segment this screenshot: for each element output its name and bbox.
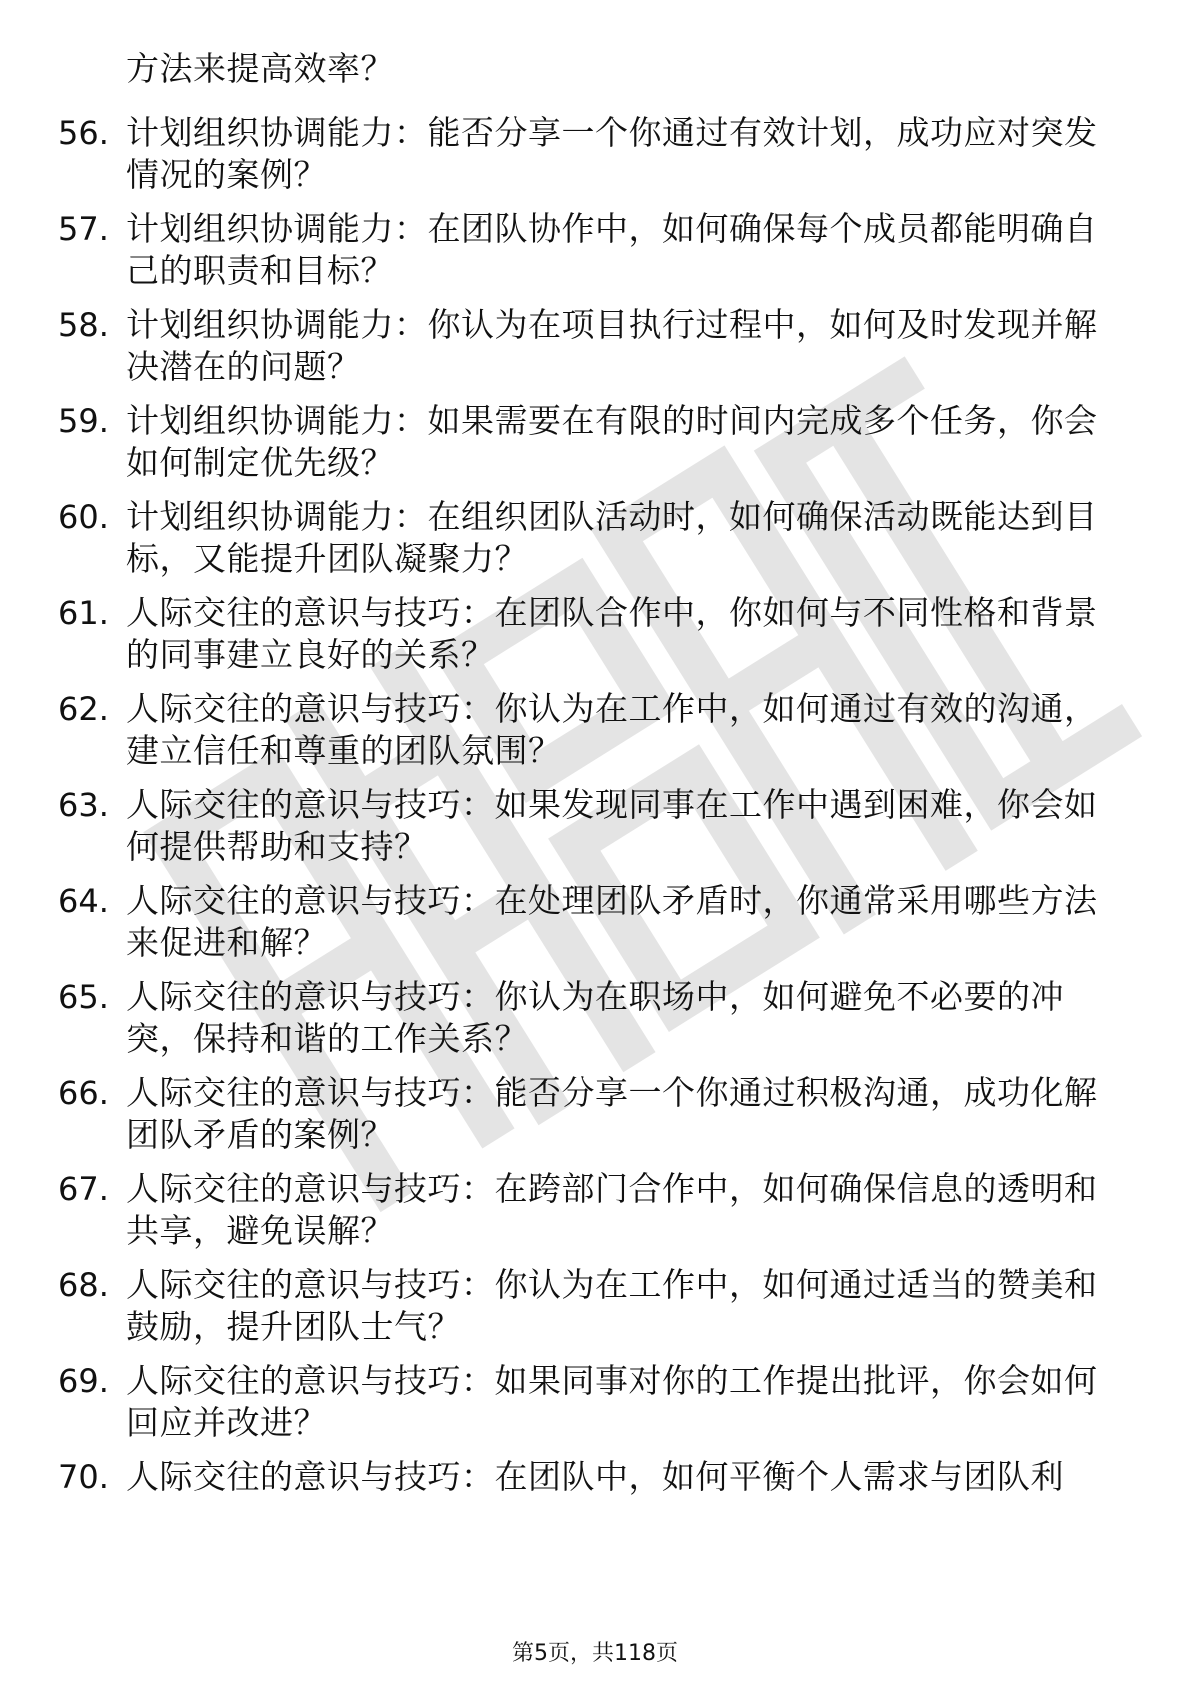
item-text: 人际交往的意识与技巧：你认为在工作中，如何通过有效的沟通，建立信任和尊重的团队氛围？ (126, 689, 1098, 770)
list-item (0, 976, 1190, 1072)
item-text: 人际交往的意识与技巧：在处理团队矛盾时，你通常采用哪些方法来促进和解？ (126, 881, 1098, 962)
list-item (0, 112, 1190, 208)
list-item (0, 1456, 1190, 1552)
item-text: 人际交往的意识与技巧：你认为在工作中，如何通过适当的赞美和鼓励，提升团队士气？ (126, 1265, 1098, 1346)
list-item (0, 208, 1190, 304)
list-item (0, 304, 1190, 400)
item-text: 人际交往的意识与技巧：能否分享一个你通过积极沟通，成功化解团队矛盾的案例？ (126, 1073, 1098, 1154)
item-number: 60. (58, 498, 109, 536)
item-number: 70. (58, 1458, 109, 1496)
list-item (0, 880, 1190, 976)
item-text: 计划组织协调能力：在组织团队活动时，如何确保活动既能达到目标，又能提升团队凝聚力？ (126, 497, 1098, 578)
item-text: 人际交往的意识与技巧：如果发现同事在工作中遇到困难，你会如何提供帮助和支持？ (126, 785, 1098, 866)
page-footer: 第5页，共118页 (512, 1641, 678, 1666)
item-number: 64. (58, 882, 109, 920)
list-item (0, 1168, 1190, 1264)
list-item (0, 1360, 1190, 1456)
item-text: 计划组织协调能力：在团队协作中，如何确保每个成员都能明确自己的职责和目标？ (126, 209, 1098, 290)
item-number: 57. (58, 210, 109, 248)
item-number: 65. (58, 978, 109, 1016)
list-item (0, 1264, 1190, 1360)
list-item (0, 784, 1190, 880)
item-number: 69. (58, 1362, 109, 1400)
item-text: 人际交往的意识与技巧：在团队中，如何平衡个人需求与团队利 (126, 1457, 1064, 1496)
item-number: 56. (58, 114, 109, 152)
item-text: 计划组织协调能力：你认为在项目执行过程中，如何及时发现并解决潜在的问题？ (126, 305, 1098, 386)
list-item (0, 688, 1190, 784)
list-item (0, 592, 1190, 688)
item-number: 59. (58, 402, 109, 440)
item-number: 67. (58, 1170, 109, 1208)
item-number: 66. (58, 1074, 109, 1112)
question-list (0, 112, 1190, 1552)
item-number: 63. (58, 786, 109, 824)
list-item (0, 1072, 1190, 1168)
list-item (0, 496, 1190, 592)
item-text: 人际交往的意识与技巧：如果同事对你的工作提出批评，你会如何回应并改进？ (126, 1361, 1098, 1442)
item-number: 61. (58, 594, 109, 632)
item-number: 58. (58, 306, 109, 344)
item-text: 计划组织协调能力：如果需要在有限的时间内完成多个任务，你会如何制定优先级？ (126, 401, 1098, 482)
item-number: 68. (58, 1266, 109, 1304)
continuation-text: 方法来提高效率？ (126, 49, 394, 88)
item-text: 计划组织协调能力：能否分享一个你通过有效计划，成功应对突发情况的案例？ (126, 113, 1098, 194)
item-number: 62. (58, 690, 109, 728)
list-item (0, 400, 1190, 496)
item-text: 人际交往的意识与技巧：在跨部门合作中，如何确保信息的透明和共享，避免误解？ (126, 1169, 1098, 1250)
item-text: 人际交往的意识与技巧：你认为在职场中，如何避免不必要的冲突，保持和谐的工作关系？ (126, 977, 1064, 1058)
item-text: 人际交往的意识与技巧：在团队合作中，你如何与不同性格和背景的同事建立良好的关系？ (126, 593, 1098, 674)
